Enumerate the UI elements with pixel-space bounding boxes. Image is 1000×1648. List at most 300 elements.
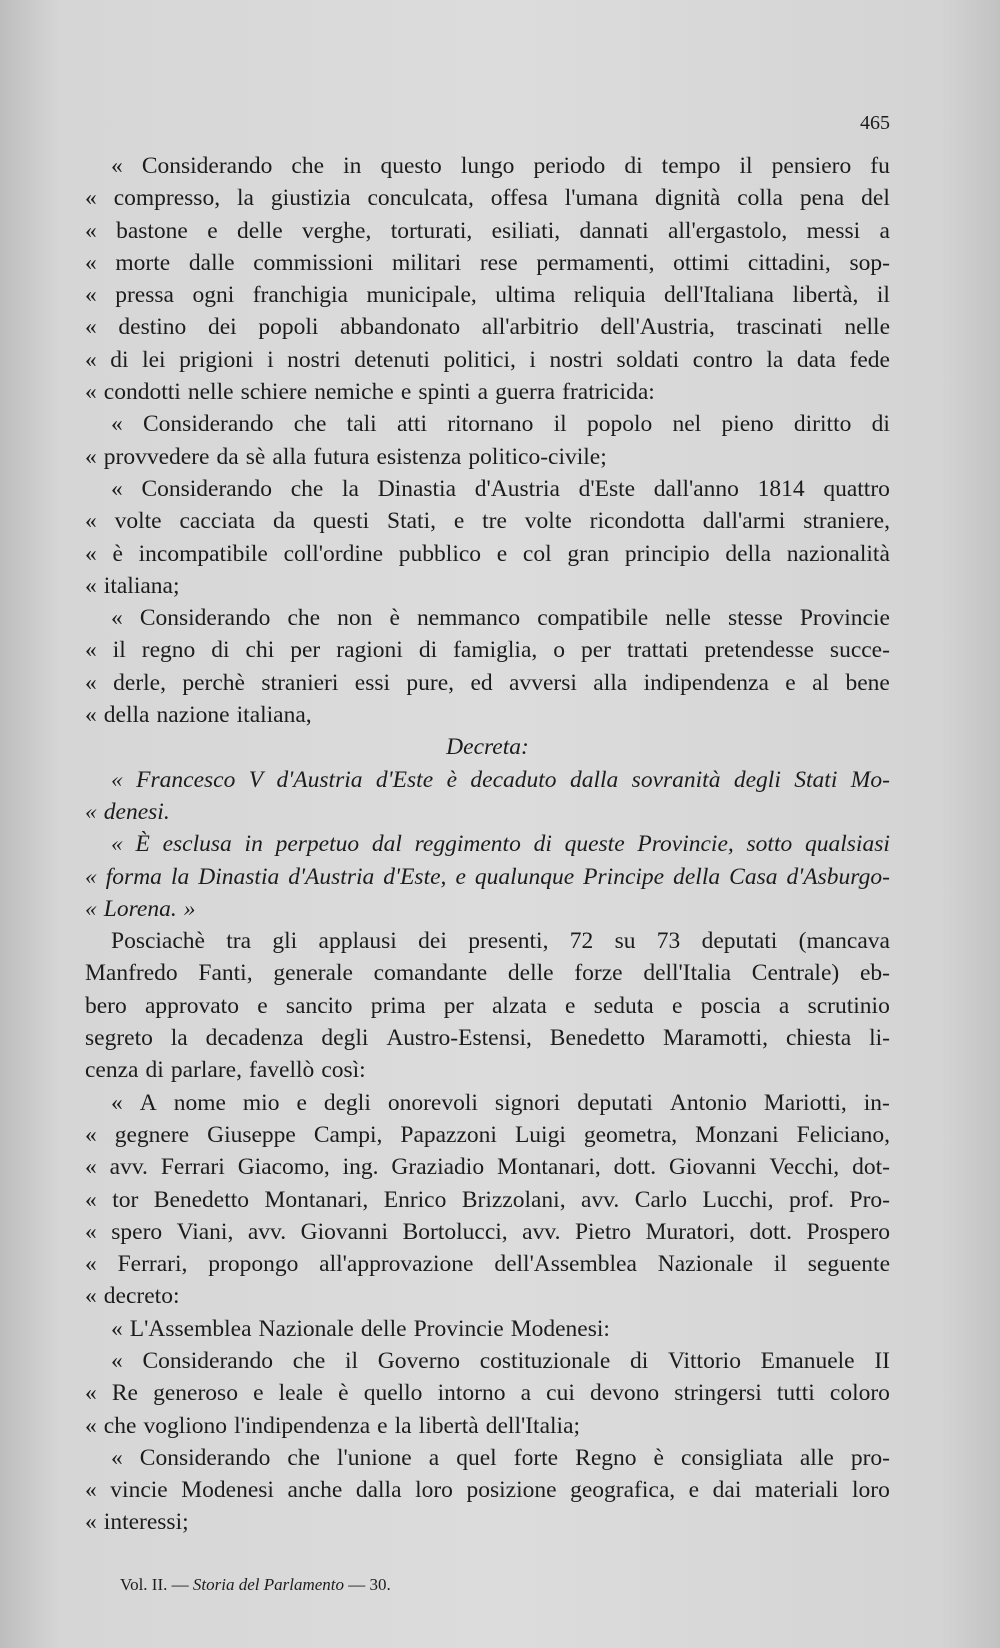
word: periodo xyxy=(533,153,606,179)
word: « xyxy=(111,605,123,632)
word: i xyxy=(529,346,536,373)
word: fratricida: xyxy=(562,379,655,406)
word: in- xyxy=(863,1089,890,1116)
word: dalle xyxy=(188,249,235,276)
text-line xyxy=(85,1054,890,1086)
word: Austro-Estensi, xyxy=(386,1025,532,1052)
text-line xyxy=(85,247,890,279)
word: di xyxy=(110,346,129,373)
word: « xyxy=(85,314,97,341)
word: « xyxy=(85,1218,97,1245)
word: Pro- xyxy=(849,1186,890,1213)
text-line xyxy=(85,957,890,989)
word: all'approvazione xyxy=(319,1251,474,1278)
word: a xyxy=(428,1444,440,1471)
word: volte xyxy=(524,508,572,535)
word: nelle xyxy=(844,314,890,341)
word: e xyxy=(257,992,268,1019)
word: così: xyxy=(321,1057,366,1084)
word: in xyxy=(343,153,362,179)
word: pubblico xyxy=(398,540,482,567)
word: all'arbitrio xyxy=(481,314,579,341)
word: avversi xyxy=(509,669,577,696)
word: « xyxy=(85,1412,97,1439)
word: e xyxy=(207,217,218,244)
word: « xyxy=(111,1315,123,1342)
word: dannati xyxy=(579,217,649,244)
word: gran xyxy=(567,540,610,567)
word: Maramotti, xyxy=(662,1025,769,1052)
word: dei xyxy=(418,928,447,955)
word: A xyxy=(139,1089,157,1116)
word: prima xyxy=(370,992,426,1019)
word: cacciata xyxy=(179,508,256,535)
word: cittadini, xyxy=(747,249,831,276)
word: abbandonato xyxy=(340,314,461,341)
text-line xyxy=(85,1087,890,1119)
word: di xyxy=(533,831,552,858)
text-line xyxy=(85,1119,890,1151)
word: d'Austria xyxy=(288,863,375,890)
word: rese xyxy=(479,249,518,276)
word: Centrale) xyxy=(751,960,840,987)
word: Campi, xyxy=(313,1121,383,1148)
word: messi xyxy=(806,217,861,244)
word: deputati xyxy=(701,928,778,955)
word: applausi xyxy=(318,928,397,955)
word: alle xyxy=(799,1444,834,1471)
word: politico-civile; xyxy=(468,443,607,470)
word: signori xyxy=(494,1089,561,1116)
word: Regno xyxy=(575,1444,637,1471)
word: Antonio xyxy=(669,1089,747,1116)
word: Muratori, xyxy=(645,1218,736,1245)
word: nostri xyxy=(287,346,341,373)
word: guerra xyxy=(495,379,556,406)
word: a xyxy=(778,992,790,1019)
word: che xyxy=(291,153,325,179)
page-number: 465 xyxy=(860,112,890,134)
word: tali xyxy=(346,411,377,438)
word: commissioni xyxy=(253,249,374,276)
word: poscia xyxy=(700,992,761,1019)
word: « xyxy=(85,1380,97,1407)
word: « xyxy=(85,1186,97,1213)
word: interessi; xyxy=(103,1509,189,1536)
word: « xyxy=(85,379,97,406)
word: « xyxy=(111,766,123,793)
word: onorevoli xyxy=(387,1089,478,1116)
word: la xyxy=(237,185,254,212)
word: spinti xyxy=(418,379,471,406)
word: « xyxy=(85,217,97,244)
word: pieno xyxy=(721,411,774,438)
word: « xyxy=(111,153,123,179)
word: per xyxy=(580,637,611,664)
word: geografica, xyxy=(570,1477,676,1504)
word: tre xyxy=(482,508,507,535)
word: dell'Italia xyxy=(643,960,732,987)
word: Benedetto xyxy=(549,1025,646,1052)
word: Posciachè xyxy=(111,928,205,955)
word: d'Austria xyxy=(276,766,363,793)
word: contro xyxy=(692,346,753,373)
word: quattro xyxy=(823,475,890,502)
word: e xyxy=(453,508,465,535)
word: « xyxy=(111,831,123,858)
word: che xyxy=(290,475,324,502)
word: Emanuele xyxy=(760,1347,855,1374)
word: a xyxy=(879,217,890,244)
word: Montanari, xyxy=(496,1154,601,1181)
word: delle xyxy=(236,217,283,244)
word: che xyxy=(292,1347,326,1374)
word: l'umana xyxy=(564,185,639,212)
word: « xyxy=(85,572,97,599)
word: « xyxy=(111,475,123,502)
word: Considerando xyxy=(139,605,271,632)
text-line xyxy=(85,828,890,860)
word: libertà xyxy=(418,1412,479,1439)
word: cenza xyxy=(85,1057,139,1084)
word: « xyxy=(85,443,97,470)
word: Feliciano, xyxy=(796,1121,890,1148)
word: e xyxy=(496,540,508,567)
word: pena xyxy=(799,185,845,212)
word: soldati xyxy=(616,346,680,373)
word: Lorena. xyxy=(103,895,177,922)
word: nelle xyxy=(665,605,711,632)
text-line xyxy=(85,538,890,570)
word: queste xyxy=(564,831,625,858)
word: da xyxy=(272,508,296,535)
word: « xyxy=(85,508,97,535)
word: e xyxy=(400,379,412,406)
word: seduta xyxy=(593,992,654,1019)
word: compatibile xyxy=(537,605,649,632)
word: scrutinio xyxy=(807,992,890,1019)
word: Stati xyxy=(794,766,838,793)
word: Viani, xyxy=(176,1218,234,1245)
word: dall'anno xyxy=(653,475,739,502)
word: Enrico xyxy=(383,1186,447,1213)
word: « xyxy=(85,185,97,212)
word: « xyxy=(85,1477,97,1504)
word: nazione xyxy=(156,702,230,729)
word: tra xyxy=(226,928,252,955)
word: popoli xyxy=(258,314,319,341)
word: Lucchi, xyxy=(702,1186,774,1213)
word: eb- xyxy=(859,960,890,987)
word: geometra, xyxy=(583,1121,678,1148)
word: Graziadio xyxy=(391,1154,485,1181)
word: delle xyxy=(507,960,554,987)
text-line xyxy=(85,1151,890,1183)
word: Governo xyxy=(377,1347,461,1374)
word: è xyxy=(112,540,123,567)
word: per xyxy=(290,637,321,664)
text-line xyxy=(85,408,890,440)
word: libertà, xyxy=(792,282,859,309)
word: alla xyxy=(593,669,628,696)
word: Papazzoni xyxy=(400,1121,497,1148)
text-line xyxy=(85,1313,890,1345)
word: non xyxy=(337,605,373,632)
text-line xyxy=(85,1248,890,1280)
word: Luigi xyxy=(514,1121,566,1148)
word: posizione xyxy=(466,1477,557,1504)
word: favellò xyxy=(249,1057,315,1084)
text-line xyxy=(85,667,890,699)
word: nelle xyxy=(187,379,234,406)
word: condotti xyxy=(103,379,181,406)
word: parlare, xyxy=(170,1057,242,1084)
word: a xyxy=(477,379,489,406)
word: avv. xyxy=(247,1218,287,1245)
word: « xyxy=(85,863,97,890)
word: « xyxy=(85,895,97,922)
word: deputati xyxy=(577,1089,653,1116)
word: trattati xyxy=(626,637,689,664)
text-line xyxy=(85,925,890,957)
word: Bortolucci, xyxy=(402,1218,508,1245)
word: « xyxy=(85,249,97,276)
word: loro xyxy=(851,1477,890,1504)
word: dott. xyxy=(749,1218,792,1245)
word: ogni xyxy=(192,282,235,309)
word: decadenza xyxy=(205,1025,304,1052)
word: Giacomo, xyxy=(237,1154,330,1181)
word: militari xyxy=(392,249,462,276)
word: e xyxy=(377,1412,388,1439)
word: la xyxy=(766,346,784,373)
word: tor xyxy=(112,1186,139,1213)
word: a xyxy=(520,1380,532,1407)
word: essi xyxy=(354,669,391,696)
word: di xyxy=(211,637,230,664)
word: lungo xyxy=(460,153,515,179)
word: e xyxy=(455,863,466,890)
word: provvedere xyxy=(103,443,210,470)
word: » xyxy=(183,895,196,922)
word: Vittorio xyxy=(667,1347,741,1374)
word: pressa xyxy=(115,282,174,309)
word: questi xyxy=(313,508,370,535)
word: Mariotti, xyxy=(763,1089,847,1116)
word: Considerando xyxy=(142,1347,273,1374)
word: e xyxy=(688,1477,700,1504)
word: popolo xyxy=(586,411,653,438)
text-line xyxy=(85,150,890,182)
word: del xyxy=(861,185,890,212)
word: la xyxy=(170,1025,188,1052)
word: « xyxy=(85,1251,97,1278)
word: « xyxy=(85,1283,97,1310)
word: italiana; xyxy=(103,572,180,599)
text-line xyxy=(85,1280,890,1312)
word: Provincie xyxy=(413,1315,504,1342)
word: pro- xyxy=(850,1444,890,1471)
word: Benedetto xyxy=(153,1186,250,1213)
word: consigliata xyxy=(681,1444,783,1471)
word: dell'Assemblea xyxy=(494,1251,637,1278)
word: ottimi xyxy=(673,249,730,276)
word: la xyxy=(394,1412,412,1439)
word: dott. xyxy=(613,1154,657,1181)
word: vincie xyxy=(110,1477,168,1504)
word: alzata xyxy=(492,992,547,1019)
word: atti xyxy=(396,411,427,438)
word: dot- xyxy=(852,1154,890,1181)
word: italiana, xyxy=(236,702,312,729)
word: decreto: xyxy=(103,1283,180,1310)
text-line xyxy=(85,796,890,828)
word: « xyxy=(85,1121,97,1148)
text-line xyxy=(85,1474,890,1506)
text-line xyxy=(85,279,890,311)
word: è xyxy=(338,1380,349,1407)
word: Principe xyxy=(583,863,665,890)
word: e xyxy=(671,992,683,1019)
word: torturati, xyxy=(390,217,473,244)
body-text xyxy=(85,150,890,1539)
word: Brizzolani, xyxy=(461,1186,566,1213)
text-line xyxy=(85,893,890,925)
footer-volume: Vol. II. — xyxy=(120,1575,189,1594)
word: L'Assemblea xyxy=(129,1315,252,1342)
word: e xyxy=(296,1089,307,1116)
word: Prospero xyxy=(806,1218,890,1245)
word: fu xyxy=(870,153,890,179)
word: avv. xyxy=(109,1154,148,1181)
word: stesse xyxy=(727,605,783,632)
word: sotto xyxy=(746,831,793,858)
text-line xyxy=(85,602,890,634)
word: sè xyxy=(245,443,266,470)
text-line xyxy=(85,376,890,408)
word: esclusa xyxy=(162,831,232,858)
word: e xyxy=(565,992,576,1019)
word: per xyxy=(443,992,474,1019)
word: famiglia, xyxy=(453,637,538,664)
word: pure, xyxy=(406,669,455,696)
word: Provincie xyxy=(799,605,890,632)
word: reggimento xyxy=(414,831,521,858)
text-line xyxy=(85,1506,890,1538)
word: « xyxy=(85,637,97,664)
word: nel xyxy=(672,411,702,438)
word: verghe, xyxy=(301,217,372,244)
word: di xyxy=(145,1057,164,1084)
word: municipale, xyxy=(366,282,477,309)
word: perchè xyxy=(182,669,245,696)
word: degli xyxy=(321,1025,369,1052)
word: che xyxy=(287,605,321,632)
word: su xyxy=(614,928,636,955)
word: bero xyxy=(85,992,127,1019)
word: conculcata, xyxy=(367,185,474,212)
word: presenti, xyxy=(468,928,549,955)
word: Decreta: xyxy=(446,734,529,761)
word: d'Asburgo- xyxy=(786,863,890,890)
text-line xyxy=(85,570,890,602)
word: Nazionale xyxy=(657,1251,754,1278)
word: Ferrari xyxy=(160,1154,225,1181)
word: quel xyxy=(456,1444,497,1471)
word: « xyxy=(85,669,97,696)
word: la xyxy=(170,863,190,890)
word: questo xyxy=(380,153,442,179)
word: il xyxy=(112,637,126,664)
word: Carlo xyxy=(634,1186,687,1213)
word: V xyxy=(248,766,264,793)
word: Provincie, xyxy=(637,831,734,858)
footer-title: Storia del Parlamento xyxy=(192,1575,344,1594)
word: dell'Italia; xyxy=(485,1412,581,1439)
word: 73 xyxy=(656,928,681,955)
text-line xyxy=(85,861,890,893)
word: è xyxy=(446,766,457,793)
word: segreto xyxy=(85,1025,153,1052)
word: di xyxy=(624,153,643,179)
word: Dinastia xyxy=(198,863,280,890)
word: Giuseppe xyxy=(207,1121,296,1148)
word: Considerando xyxy=(143,411,274,438)
word: comandante xyxy=(373,960,488,987)
word: ing. xyxy=(342,1154,379,1181)
word: ricondotta xyxy=(589,508,685,535)
word: nostri xyxy=(549,346,604,373)
word: delle xyxy=(360,1315,407,1342)
word: 72 xyxy=(569,928,594,955)
word: Montanari, xyxy=(264,1186,369,1213)
word: intorno xyxy=(437,1380,506,1407)
word: stranieri xyxy=(261,669,339,696)
text-line xyxy=(85,699,890,731)
word: Ferrari, xyxy=(117,1251,188,1278)
word: giustizia xyxy=(270,185,351,212)
text-line xyxy=(85,1022,890,1054)
word: Giovanni xyxy=(300,1218,389,1245)
word: degli xyxy=(733,766,781,793)
word: li- xyxy=(869,1025,890,1052)
word: quello xyxy=(363,1380,423,1407)
text-line xyxy=(85,990,890,1022)
word: la xyxy=(342,475,359,502)
word: Vecchi, xyxy=(769,1154,840,1181)
word: franchigia xyxy=(252,282,348,309)
word: dell'Italiana xyxy=(664,282,774,309)
word: nemiche xyxy=(314,379,394,406)
word: dalla xyxy=(569,766,619,793)
word: gegnere xyxy=(114,1121,190,1148)
text-line xyxy=(85,311,890,343)
word: Stati, xyxy=(387,508,436,535)
text-line xyxy=(85,634,890,666)
word: il xyxy=(739,153,753,179)
word: compresso, xyxy=(113,185,221,212)
word: principio xyxy=(624,540,710,567)
text-line xyxy=(85,1184,890,1216)
word: dignità xyxy=(655,185,721,212)
word: morte xyxy=(115,249,171,276)
word: reliquia xyxy=(573,282,646,309)
word: o xyxy=(553,637,565,664)
word: « xyxy=(111,411,123,438)
word: mio xyxy=(242,1089,280,1116)
word: nemmanco xyxy=(417,605,521,632)
word: coll'ordine xyxy=(283,540,384,567)
